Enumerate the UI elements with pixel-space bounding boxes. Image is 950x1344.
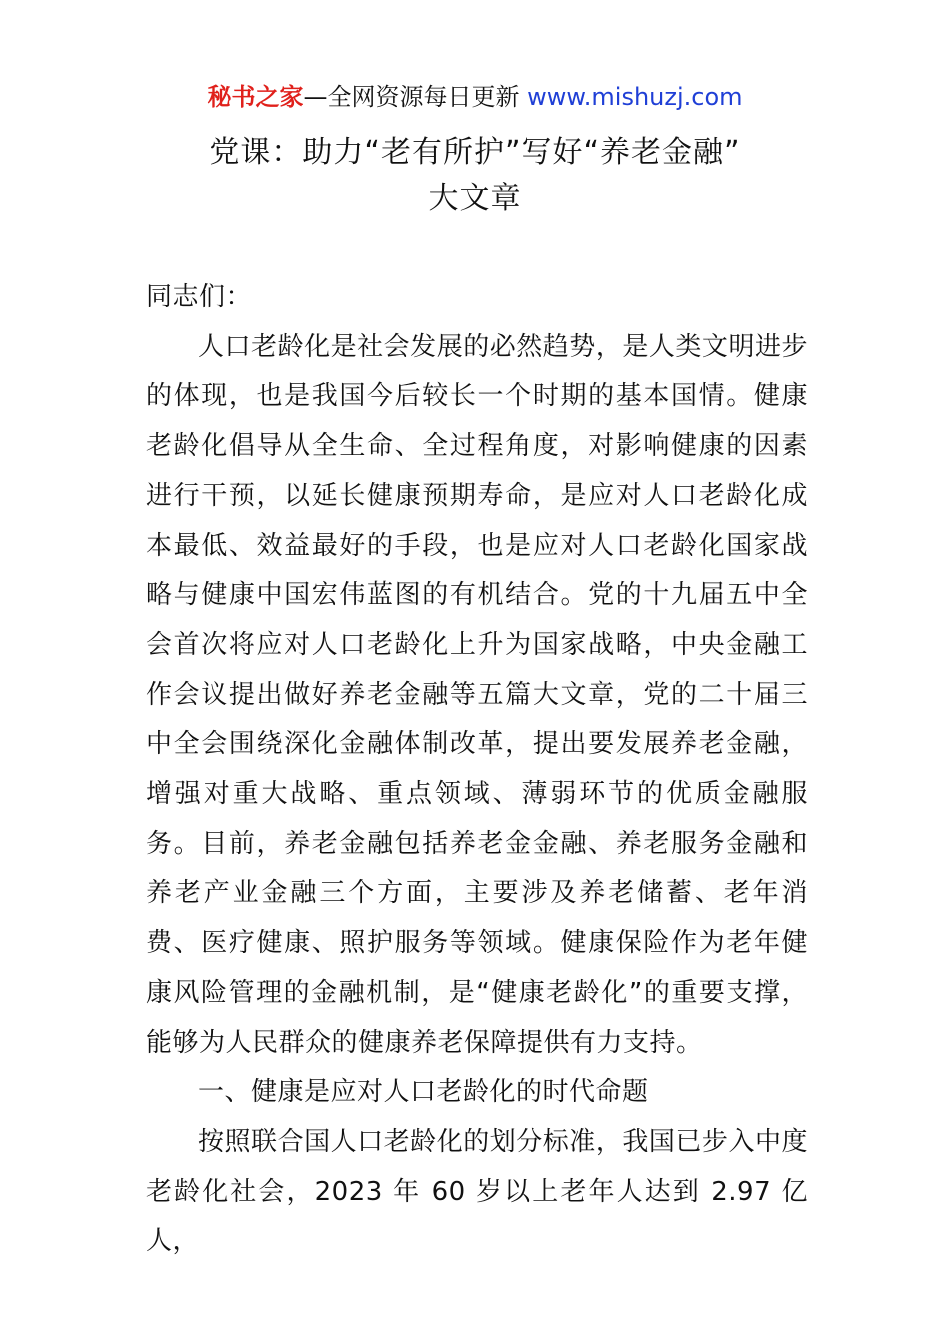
- site-url-link[interactable]: www.mishuzj.com: [527, 83, 743, 111]
- site-header: [0, 80, 950, 114]
- body-paragraph: 按照联合国人口老龄化的划分标准，我国已步入中度老龄化社会，2023 年 60 岁以上老年人达到 2.97 亿人，: [146, 1126, 808, 1257]
- document-title-line-1: 党课：助力“老有所护”写好“养老金融”: [209, 135, 741, 170]
- section-heading: 一、健康是应对人口老龄化的时代命题: [198, 1077, 649, 1108]
- site-tagline: —全网资源每日更新: [303, 83, 528, 111]
- body-paragraph: 人口老龄化是社会发展的必然趋势，是人类文明进步的体现，也是我国今后较长一个时期的基本国情。健康老龄化倡导从全生命、全过程角度，对影响健康的因素进行干预，以延长健康预期寿命，是应对人口老龄化成本最低、效益最好的手段，也是应对人口老龄化国家战略与健康中国宏伟蓝图的有机结合。党的十九届五中全会首次将应对人口老龄化上升为国家战略，中央金融工作会议提出做好养老金融等五篇大文章，党的二十届三中全会围绕深化金融体制改革，提出要发展养老金融，增强对重大战略、重点领域、薄弱环节的优质金融服务。目前，养老金融包括养老金金融、养老服务金融和养老产业金融三个方面，主要涉及养老储蓄、老年消费、医疗健康、照护服务等领域。健康保险作为老年健康风险管理的金融机制，是“健康老龄化”的重要支撑，能够为人民群众的健康养老保障提供有力支持。: [146, 331, 808, 1058]
- document-body: [146, 273, 808, 1267]
- salutation: 同志们：: [146, 282, 253, 312]
- document-title-line-2: 大文章: [428, 181, 522, 216]
- brand-name: 秘书之家: [207, 83, 304, 111]
